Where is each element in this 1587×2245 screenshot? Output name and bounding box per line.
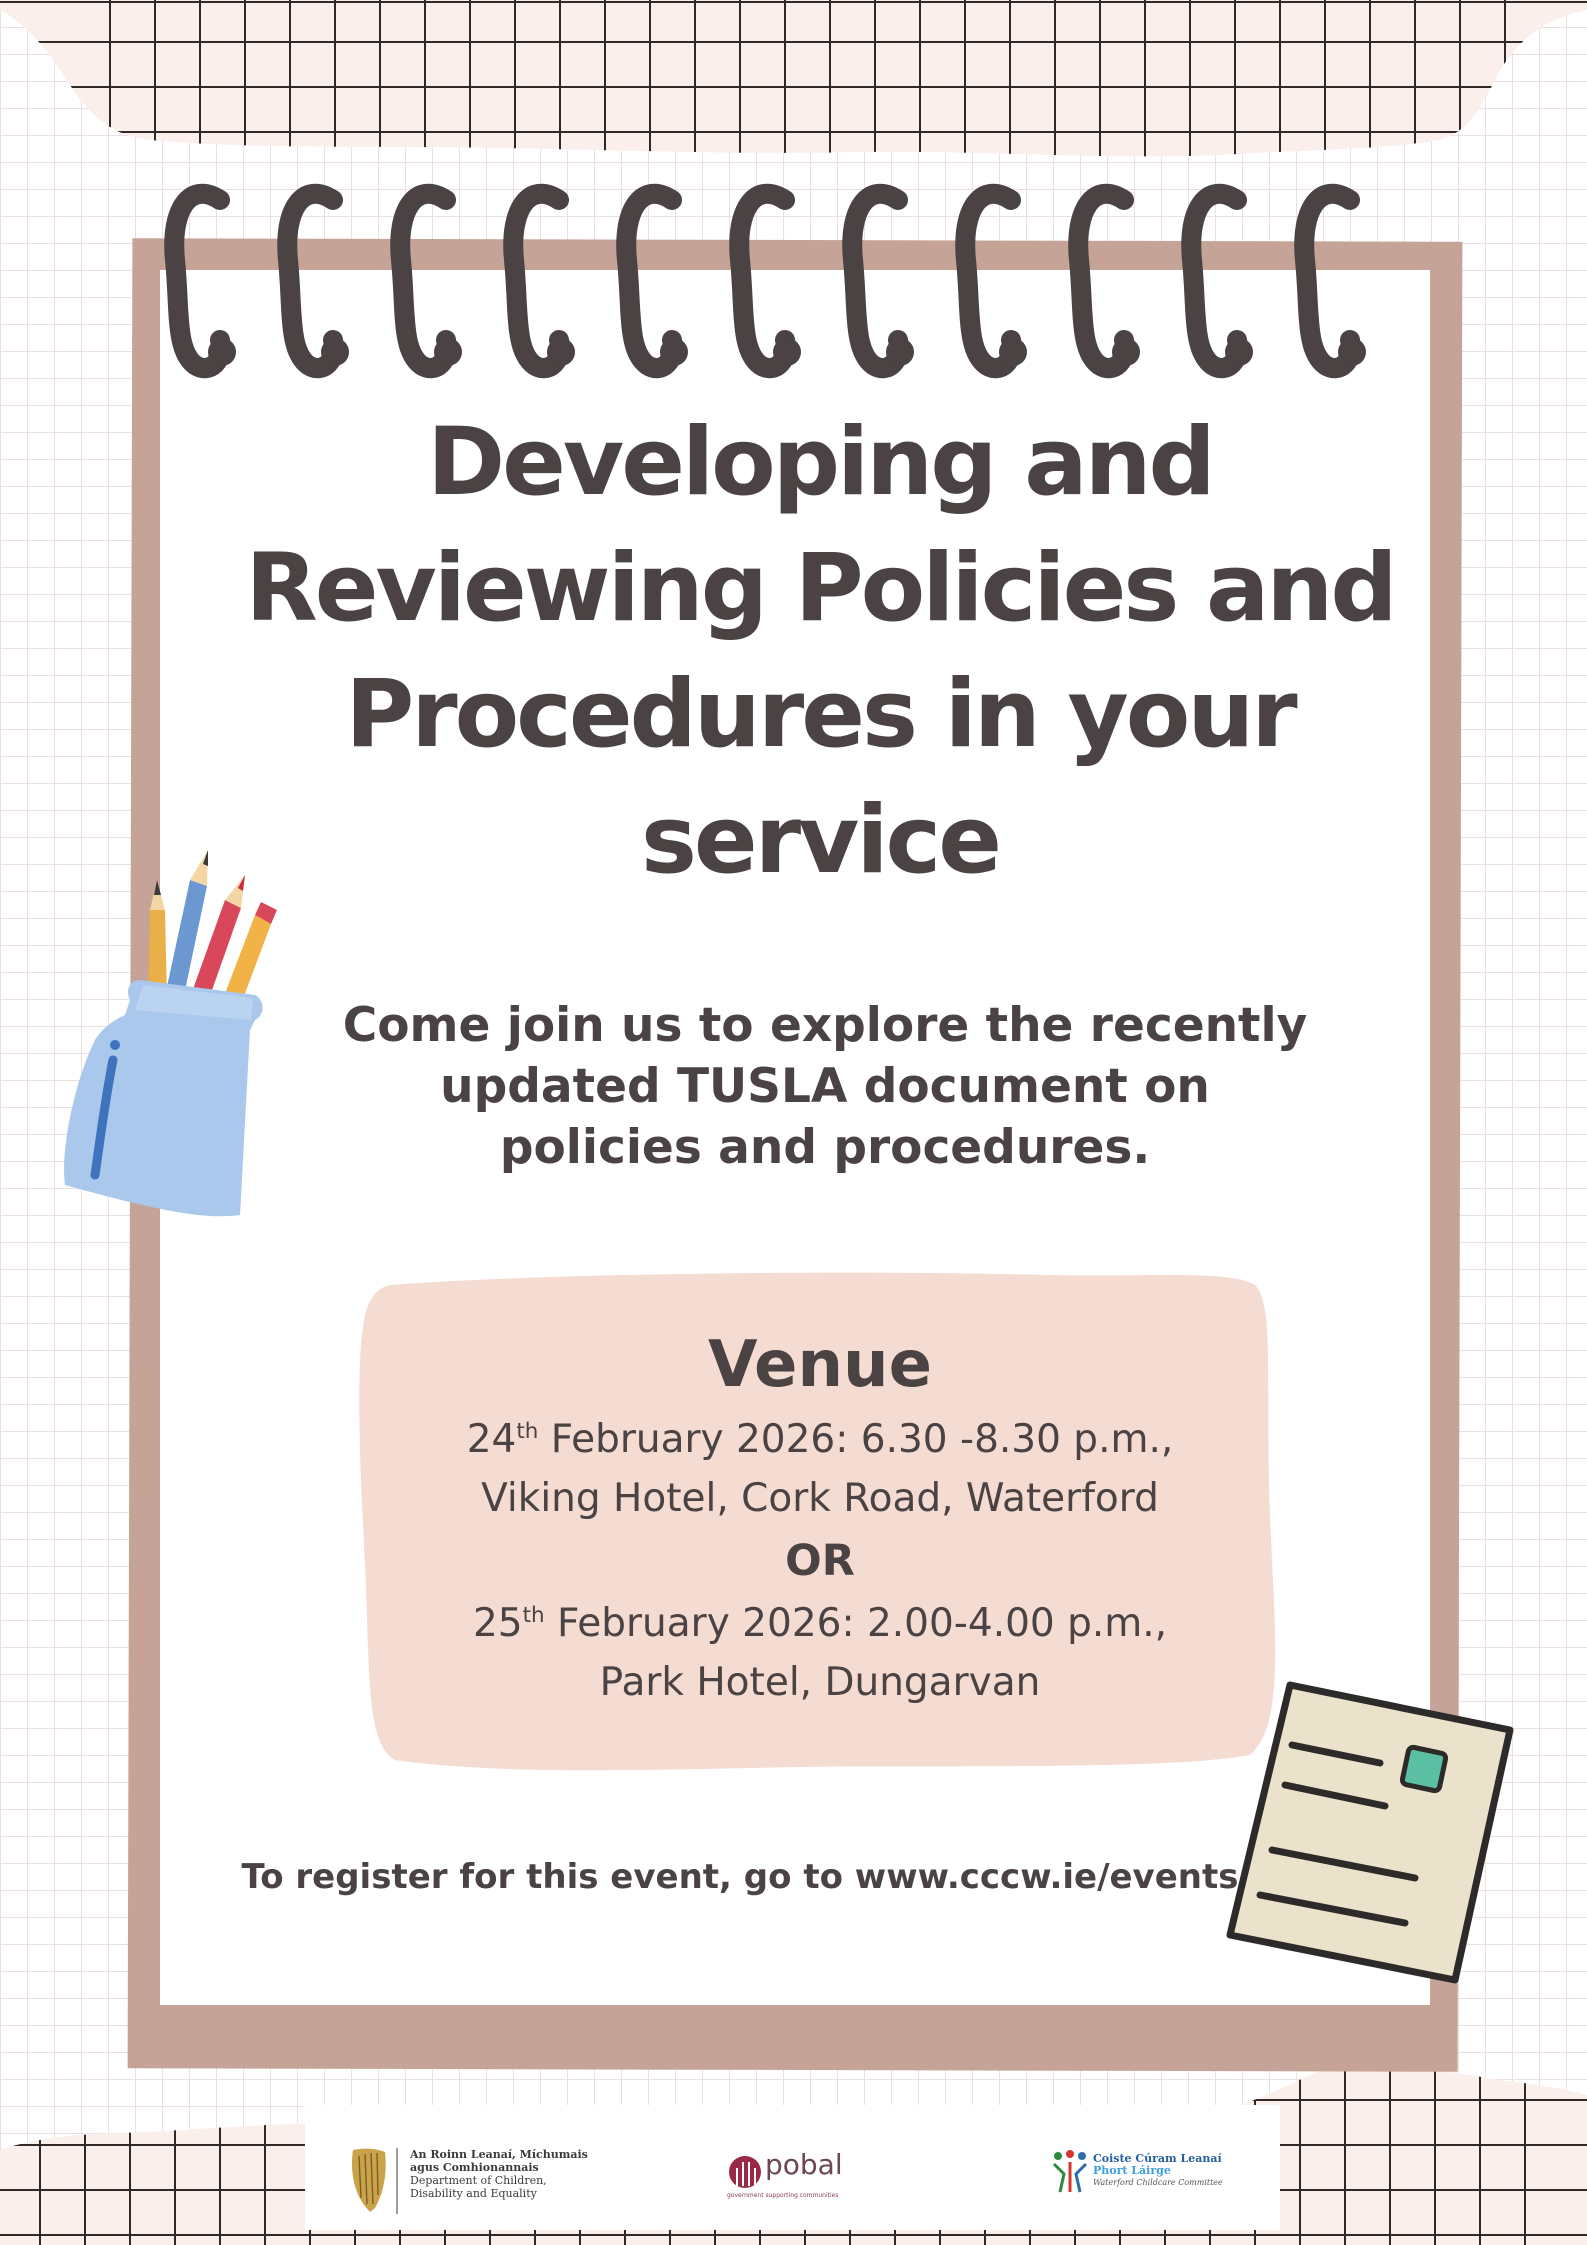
registration-info: To register for this event, go to www.cccw.ie/events — [241, 1857, 1239, 1897]
cccw-logo-text — [1093, 2153, 1243, 2189]
title-line-1: Developing and — [427, 408, 1213, 517]
session-2-location: Park Hotel, Dungarvan — [599, 1660, 1041, 1705]
title-line-3: Procedures in your — [345, 660, 1295, 769]
session-2-date — [380, 1594, 1260, 1653]
spiral-binding-icon — [150, 160, 1400, 390]
cccw-logo-icon — [1050, 2148, 1090, 2196]
session-1-location: Viking Hotel, Cork Road, Waterford — [481, 1476, 1159, 1521]
title-line-2: Reviewing Policies and — [245, 534, 1395, 643]
department-logo-text — [410, 2148, 610, 2200]
event-description — [300, 995, 1350, 1178]
event-title — [200, 400, 1440, 904]
cccw-line-1: Coiste Cúram Leanaí — [1093, 2152, 1222, 2165]
department-line-2: agus Comhionannais — [410, 2161, 539, 2174]
title-line-4: service — [640, 786, 1000, 895]
session-1-date — [380, 1410, 1260, 1469]
session-1-day: 24 — [466, 1417, 517, 1462]
pobal-logo-name: pobal — [765, 2148, 843, 2181]
intro-line-3: policies and procedures. — [499, 1120, 1151, 1175]
session-2-day: 25 — [472, 1601, 523, 1646]
department-line-4: Disability and Equality — [410, 2187, 537, 2200]
department-line-1: An Roinn Leanaí, Míchumais — [410, 2148, 588, 2161]
venue-details — [380, 1320, 1260, 1712]
session-2-time: February 2026: 2.00-4.00 p.m., — [544, 1601, 1168, 1646]
cccw-line-3: Waterford Childcare Committee — [1093, 2178, 1223, 2187]
session-1-time: February 2026: 6.30 -8.30 p.m., — [538, 1417, 1174, 1462]
session-1-day-suffix: th — [516, 1419, 539, 1444]
intro-line-2: updated TUSLA document on — [440, 1059, 1210, 1114]
cccw-line-2: Phort Láirge — [1093, 2164, 1171, 2177]
venue-separator: OR — [785, 1536, 855, 1586]
pencil-cup-icon — [55, 820, 315, 1220]
session-2-day-suffix: th — [522, 1603, 545, 1628]
torn-paper-top — [0, 0, 1587, 170]
intro-line-1: Come join us to explore the recently — [342, 998, 1308, 1053]
note-card-icon — [1220, 1670, 1520, 2000]
department-line-3: Department of Children, — [410, 2174, 547, 2187]
pobal-logo-tagline: government supporting communities — [727, 2192, 839, 2199]
venue-heading: Venue — [708, 1328, 932, 1402]
